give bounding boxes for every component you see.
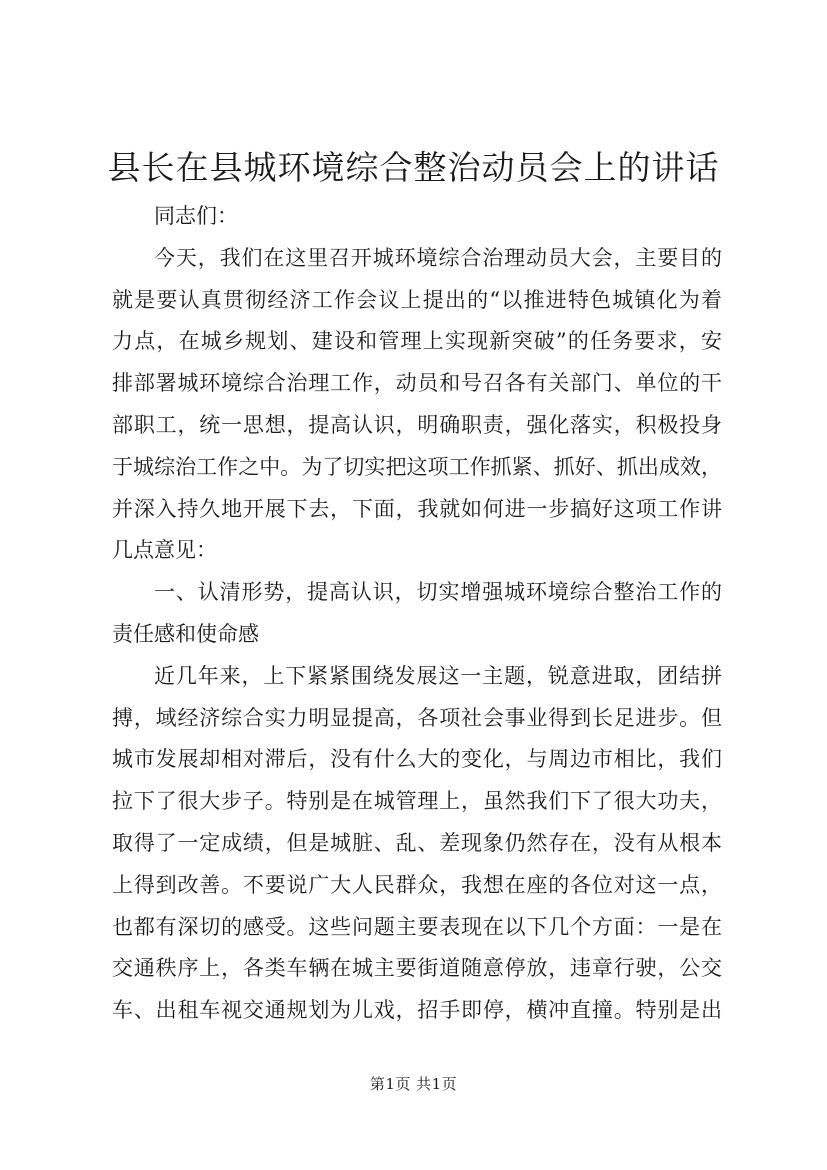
document-body: [112, 196, 722, 1032]
paragraph-line: 几点意见：: [112, 538, 217, 563]
paragraph-line: 交通秩序上，各类车辆在城主要街道随意停放，违章行驶，公交: [112, 956, 722, 981]
paragraph-line: 排部署城环境综合治理工作，动员和号召各有关部门、单位的干: [112, 371, 722, 396]
paragraph-line: 近几年来，上下紧紧围绕发展这一主题，锐意进取，团结拼: [154, 663, 722, 688]
paragraph-line: 城市发展却相对滞后，没有什么大的变化，与周边市相比，我们: [112, 747, 722, 772]
salutation-line: 同志们：: [154, 204, 238, 228]
paragraph-line: 于城综治工作之中。为了切实把这项工作抓紧、抓好、抓出成效，: [112, 454, 722, 479]
paragraph-line: 就是要认真贯彻经济工作会议上提出的“以推进特色城镇化为着: [112, 287, 722, 312]
section-heading-line: 一、认清形势，提高认识，切实增强城环境综合整治工作的: [154, 580, 722, 605]
paragraph-line: 今天，我们在这里召开城环境综合治理动员大会，主要目的: [154, 245, 722, 270]
paragraph-line: 拉下了很大步子。特别是在城管理上，虽然我们下了很大功夫，: [112, 789, 722, 814]
paragraph-line: 搏，域经济综合实力明显提高，各项社会事业得到长足进步。但: [112, 705, 722, 730]
document-title: 县长在县城环境综合整治动员会上的讲话: [107, 148, 720, 187]
paragraph-line: 取得了一定成绩，但是城脏、乱、差现象仍然存在，没有从根本: [112, 830, 722, 855]
paragraph-line: 上得到改善。不要说广大人民群众，我想在座的各位对这一点，: [112, 872, 722, 897]
paragraph-line: 力点，在城乡规划、建设和管理上实现新突破”的任务要求，安: [112, 329, 722, 354]
paragraph-line: 并深入持久地开展下去，下面，我就如何进一步搞好这项工作讲: [112, 496, 722, 521]
paragraph-line: 部职工，统一思想，提高认识，明确职责，强化落实，积极投身: [112, 412, 722, 437]
section-heading-line: 责任感和使命感: [112, 621, 259, 646]
paragraph-line: 车、出租车视交通规划为儿戏，招手即停，横冲直撞。特别是出: [112, 998, 722, 1023]
page-footer: 第1页 共1页: [369, 1075, 458, 1093]
paragraph-line: 也都有深切的感受。这些问题主要表现在以下几个方面：一是在: [112, 914, 722, 939]
